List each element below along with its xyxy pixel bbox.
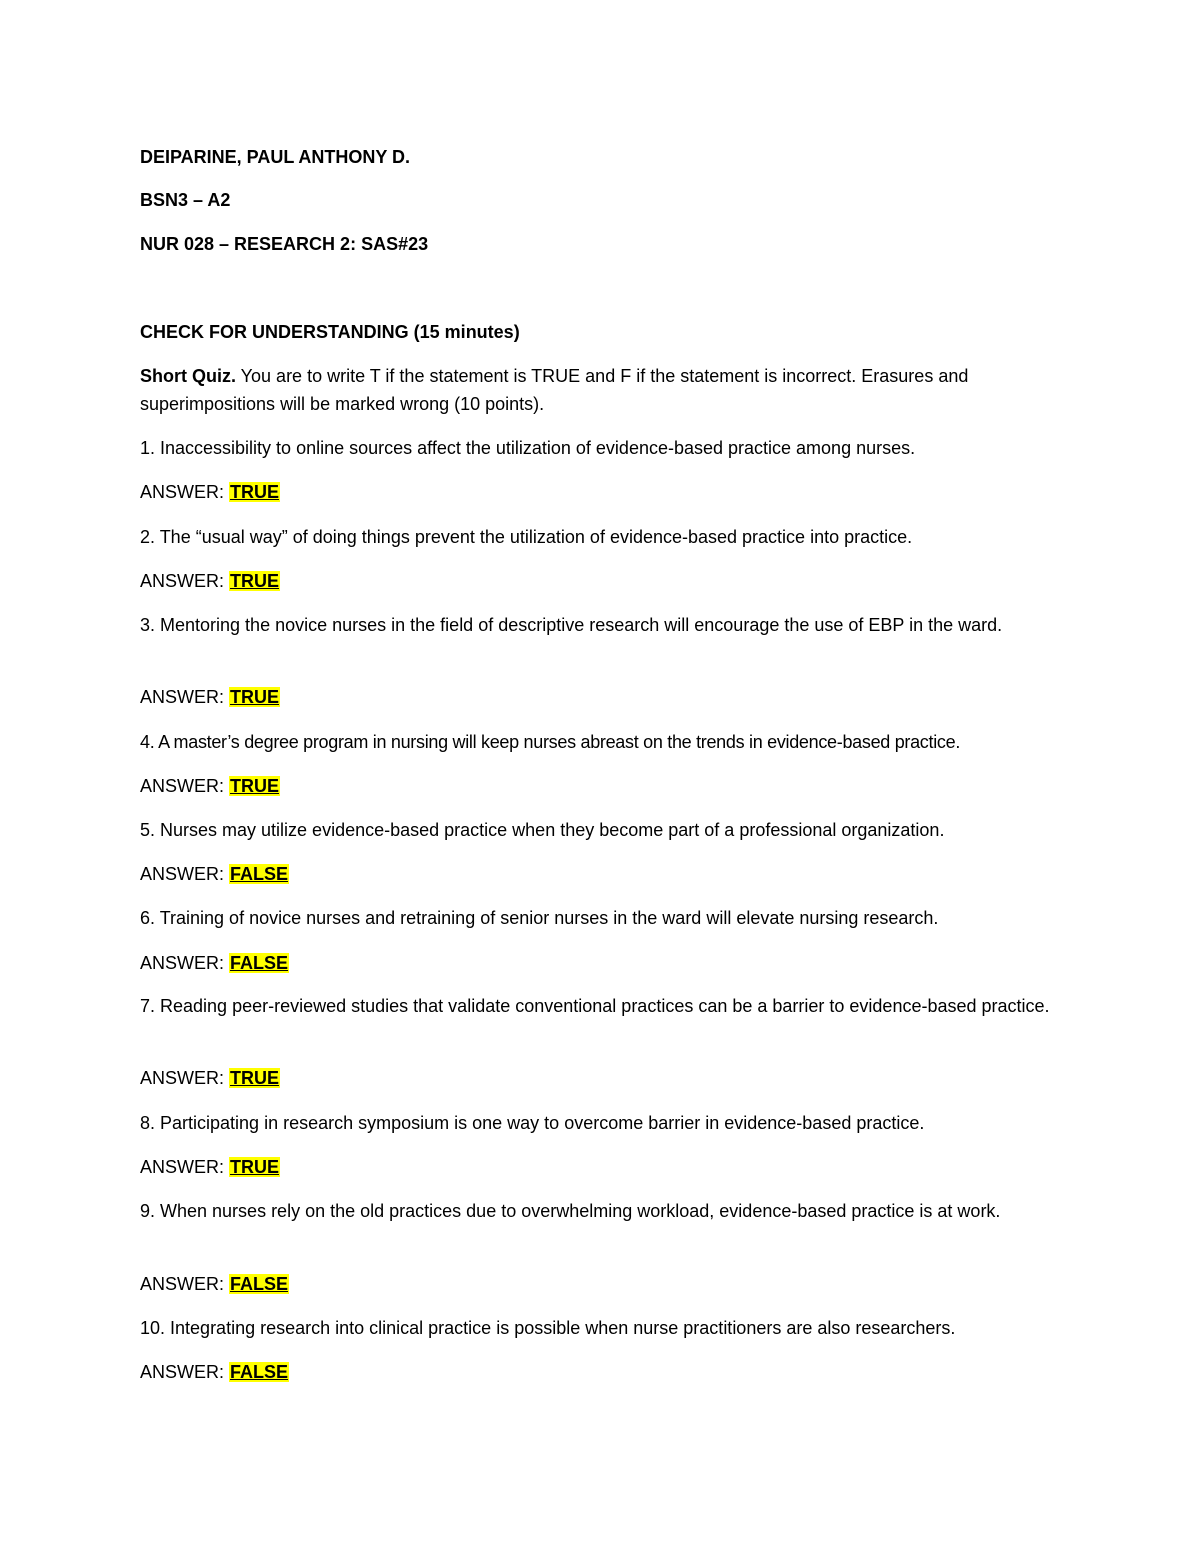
answer-8 xyxy=(140,1153,1065,1181)
question-text: A master’s degree program in nursing will keep nurses abreast on the trends in evidence-based practice. xyxy=(154,732,961,752)
answer-value: FALSE xyxy=(230,864,289,884)
question-number: 3. xyxy=(140,615,156,635)
question-number: 8. xyxy=(140,1113,156,1133)
question-number: 1. xyxy=(140,438,156,458)
answer-6 xyxy=(140,949,1065,977)
answer-label: ANSWER: xyxy=(140,687,230,707)
question-number: 6. xyxy=(140,908,156,928)
answer-9 xyxy=(140,1270,1065,1298)
student-section: BSN3 – A2 xyxy=(140,190,231,210)
answer-label: ANSWER: xyxy=(140,1068,230,1088)
answer-value: TRUE xyxy=(230,1068,280,1088)
question-3 xyxy=(140,611,1065,639)
answer-label: ANSWER: xyxy=(140,953,230,973)
question-text: Participating in research symposium is one way to overcome barrier in evidence-based practice. xyxy=(155,1113,925,1133)
answer-10 xyxy=(140,1358,1065,1386)
answer-4 xyxy=(140,772,1065,800)
answer-value: FALSE xyxy=(230,1274,289,1294)
question-text: Nurses may utilize evidence-based practice when they become part of a professional organization. xyxy=(155,820,945,840)
activity-title: CHECK FOR UNDERSTANDING (15 minutes) xyxy=(140,322,520,342)
student-name: DEIPARINE, PAUL ANTHONY D. xyxy=(140,147,411,167)
question-number: 7. xyxy=(140,996,156,1016)
answer-5 xyxy=(140,860,1065,888)
answer-2 xyxy=(140,567,1065,595)
question-text: Training of novice nurses and retraining of senior nurses in the ward will elevate nursing research. xyxy=(155,908,939,928)
question-2 xyxy=(140,523,1065,551)
answer-1 xyxy=(140,478,1065,506)
answer-label: ANSWER: xyxy=(140,1157,230,1177)
instructions-text: You are to write T if the statement is TRUE and F if the statement is incorrect. Erasures and superimpositions will be marked wrong (10 points). xyxy=(140,366,969,414)
answer-value: FALSE xyxy=(230,953,289,973)
question-7 xyxy=(140,992,1065,1020)
question-10 xyxy=(140,1314,1065,1342)
course-title: NUR 028 – RESEARCH 2: SAS#23 xyxy=(140,234,429,254)
question-5 xyxy=(140,816,1065,844)
question-text: Reading peer-reviewed studies that validate conventional practices can be a barrier to evidence-based practice. xyxy=(155,996,1050,1016)
answer-value: TRUE xyxy=(230,776,280,796)
question-text: Inaccessibility to online sources affect the utilization of evidence-based practice among nurses. xyxy=(155,438,916,458)
question-number: 4. xyxy=(140,732,155,752)
answer-label: ANSWER: xyxy=(140,776,230,796)
question-number: 2. xyxy=(140,527,156,547)
question-8 xyxy=(140,1109,1065,1137)
question-number: 9. xyxy=(140,1201,156,1221)
answer-value: TRUE xyxy=(230,1157,280,1177)
answer-label: ANSWER: xyxy=(140,864,230,884)
instructions-label: Short Quiz. xyxy=(140,366,236,386)
question-text: Integrating research into clinical practice is possible when nurse practitioners are also researchers. xyxy=(165,1318,956,1338)
answer-label: ANSWER: xyxy=(140,1362,230,1382)
answer-value: TRUE xyxy=(230,482,280,502)
question-9 xyxy=(140,1197,1065,1225)
question-text: The “usual way” of doing things prevent the utilization of evidence-based practice into practice. xyxy=(155,527,913,547)
question-number: 5. xyxy=(140,820,156,840)
question-4 xyxy=(140,728,1065,756)
answer-3 xyxy=(140,683,1065,711)
answer-label: ANSWER: xyxy=(140,571,230,591)
question-text: Mentoring the novice nurses in the field of descriptive research will encourage the use of EBP in the ward. xyxy=(155,615,1003,635)
question-6 xyxy=(140,904,1065,932)
answer-value: FALSE xyxy=(230,1362,289,1382)
answer-value: TRUE xyxy=(230,571,280,591)
answer-label: ANSWER: xyxy=(140,482,230,502)
question-text: When nurses rely on the old practices due to overwhelming workload, evidence-based practice is at work. xyxy=(155,1201,1001,1221)
question-number: 10. xyxy=(140,1318,166,1338)
answer-label: ANSWER: xyxy=(140,1274,230,1294)
answer-value: TRUE xyxy=(230,687,280,707)
question-1 xyxy=(140,434,1065,462)
answer-7 xyxy=(140,1064,1065,1092)
instructions xyxy=(140,362,1065,418)
